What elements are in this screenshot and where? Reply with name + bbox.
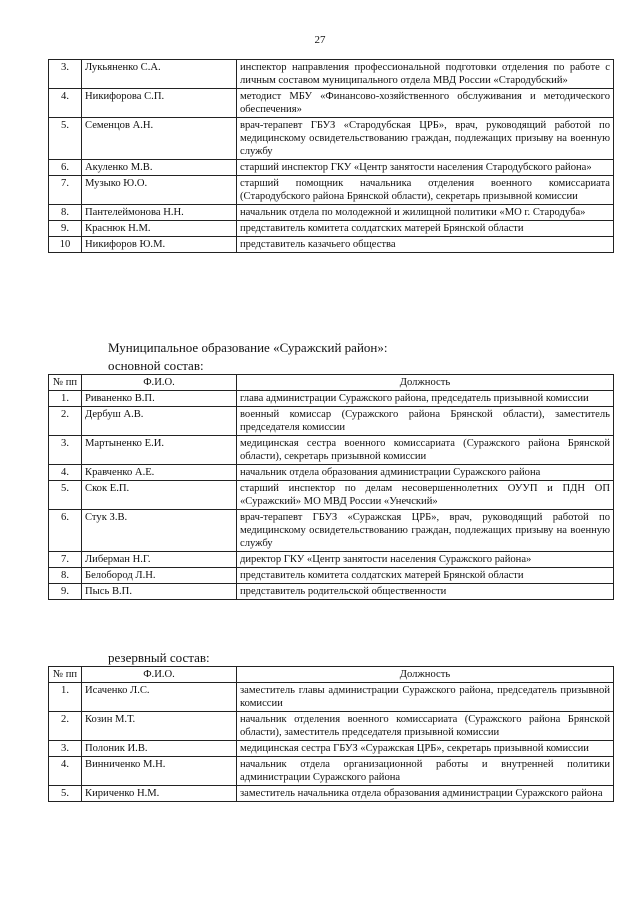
person-position: директор ГКУ «Центр занятости населения Суражского района» — [237, 552, 614, 568]
table-row — [49, 237, 614, 253]
table-row — [49, 205, 614, 221]
header-num: № пп — [49, 667, 82, 683]
row-number: 7. — [49, 176, 82, 205]
table-row — [49, 436, 614, 465]
table-row — [49, 391, 614, 407]
row-number: 1. — [49, 391, 82, 407]
table-row — [49, 481, 614, 510]
person-position: начальник отдела образования администрации Суражского района — [237, 465, 614, 481]
person-name: Полоник И.В. — [82, 741, 237, 757]
person-position: старший инспектор ГКУ «Центр занятости населения Стародубского района» — [237, 160, 614, 176]
table-row — [49, 584, 614, 600]
person-position: представитель комитета солдатских матерей Брянской области — [237, 221, 614, 237]
table-row — [49, 712, 614, 741]
commission-table-starodub — [48, 59, 614, 253]
table-row — [49, 160, 614, 176]
reserve-composition-heading: резервный состав: — [108, 650, 210, 665]
person-position: глава администрации Суражского района, председатель призывной комиссии — [237, 391, 614, 407]
row-number: 3. — [49, 60, 82, 89]
person-name: Лукьяненко С.А. — [82, 60, 237, 89]
table-row — [49, 757, 614, 786]
row-number: 2. — [49, 712, 82, 741]
table-row — [49, 568, 614, 584]
table-row — [49, 510, 614, 552]
header-position: Должность — [237, 375, 614, 391]
person-name: Козин М.Т. — [82, 712, 237, 741]
row-number: 10 — [49, 237, 82, 253]
person-name: Акуленко М.В. — [82, 160, 237, 176]
person-name: Краснюк Н.М. — [82, 221, 237, 237]
person-name: Семенцов А.Н. — [82, 118, 237, 160]
table-row — [49, 741, 614, 757]
person-name: Исаченко Л.С. — [82, 683, 237, 712]
table-row — [49, 89, 614, 118]
header-name: Ф.И.О. — [82, 667, 237, 683]
person-position: начальник отдела организационной работы и внутренней политики администрации Суражского района — [237, 757, 614, 786]
person-name: Белобород Л.Н. — [82, 568, 237, 584]
person-name: Никифоров Ю.М. — [82, 237, 237, 253]
table-header-row — [49, 667, 614, 683]
person-name: Риваненко В.П. — [82, 391, 237, 407]
person-position: врач-терапевт ГБУЗ «Стародубская ЦРБ», врач, руководящий работой по медицинскому освидетельствованию граждан, подлежащих призыву на военную службу — [237, 118, 614, 160]
person-position: инспектор направления профессиональной подготовки отделения по работе с личным составом муниципального отдела МВД России «Стародубский» — [237, 60, 614, 89]
row-number: 6. — [49, 510, 82, 552]
person-position: представитель комитета солдатских матерей Брянской области — [237, 568, 614, 584]
row-number: 7. — [49, 552, 82, 568]
person-position: военный комиссар (Суражского района Брянской области), заместитель председателя комиссии — [237, 407, 614, 436]
main-composition-heading: основной состав: — [108, 358, 204, 373]
row-number: 2. — [49, 407, 82, 436]
row-number: 5. — [49, 481, 82, 510]
person-position: медицинская сестра ГБУЗ «Суражская ЦРБ», секретарь призывной комиссии — [237, 741, 614, 757]
person-name: Музыко Ю.О. — [82, 176, 237, 205]
person-name: Мартыненко Е.И. — [82, 436, 237, 465]
person-name: Скок Е.П. — [82, 481, 237, 510]
row-number: 4. — [49, 465, 82, 481]
person-position: представитель казачьего общества — [237, 237, 614, 253]
person-name: Пысь В.П. — [82, 584, 237, 600]
person-position: старший инспектор по делам несовершеннолетних ОУУП и ПДН ОП «Суражский» МО МВД России «Унечский» — [237, 481, 614, 510]
header-name: Ф.И.О. — [82, 375, 237, 391]
person-position: начальник отдела по молодежной и жилищной политики «МО г. Стародуба» — [237, 205, 614, 221]
person-name: Винниченко М.Н. — [82, 757, 237, 786]
table-row — [49, 407, 614, 436]
header-position: Должность — [237, 667, 614, 683]
page-number: 27 — [314, 34, 326, 46]
person-name: Дербуш А.В. — [82, 407, 237, 436]
table-row — [49, 118, 614, 160]
person-name: Стук З.В. — [82, 510, 237, 552]
person-position: заместитель главы администрации Суражского района, председатель призывной комиссии — [237, 683, 614, 712]
row-number: 8. — [49, 205, 82, 221]
table-row — [49, 221, 614, 237]
person-position: заместитель начальника отдела образования администрации Суражского района — [237, 786, 614, 802]
commission-table-surazh-reserve — [48, 666, 614, 802]
table-header-row — [49, 375, 614, 391]
person-position: методист МБУ «Финансово-хозяйственного обслуживания и методического обеспечения» — [237, 89, 614, 118]
person-position: старший помощник начальника отделения военного комиссариата (Стародубского района Брянской области), секретарь призывной комиссии — [237, 176, 614, 205]
row-number: 3. — [49, 436, 82, 465]
person-name: Кравченко А.Е. — [82, 465, 237, 481]
person-position: врач-терапевт ГБУЗ «Суражская ЦРБ», врач, руководящий работой по медицинскому освидетельствованию граждан, подлежащих призыву на военную службу — [237, 510, 614, 552]
table-row — [49, 552, 614, 568]
row-number: 9. — [49, 221, 82, 237]
row-number: 9. — [49, 584, 82, 600]
row-number: 3. — [49, 741, 82, 757]
commission-table-surazh-main — [48, 374, 614, 600]
row-number: 8. — [49, 568, 82, 584]
row-number: 4. — [49, 757, 82, 786]
row-number: 6. — [49, 160, 82, 176]
row-number: 1. — [49, 683, 82, 712]
table-row — [49, 465, 614, 481]
table-row — [49, 60, 614, 89]
person-name: Либерман Н.Г. — [82, 552, 237, 568]
person-name: Никифорова С.П. — [82, 89, 237, 118]
row-number: 5. — [49, 786, 82, 802]
table-row — [49, 176, 614, 205]
person-name: Кириченко Н.М. — [82, 786, 237, 802]
table-row — [49, 683, 614, 712]
row-number: 5. — [49, 118, 82, 160]
table-row — [49, 786, 614, 802]
person-position: медицинская сестра военного комиссариата (Суражского района Брянской области), секретарь призывной комиссии — [237, 436, 614, 465]
person-position: представитель родительской общественности — [237, 584, 614, 600]
header-num: № пп — [49, 375, 82, 391]
municipality-heading: Муниципальное образование «Суражский район»: — [108, 340, 388, 355]
person-name: Пантелеймонова Н.Н. — [82, 205, 237, 221]
row-number: 4. — [49, 89, 82, 118]
person-position: начальник отделения военного комиссариата (Суражского района Брянской области), заместитель председателя призывной комиссии — [237, 712, 614, 741]
